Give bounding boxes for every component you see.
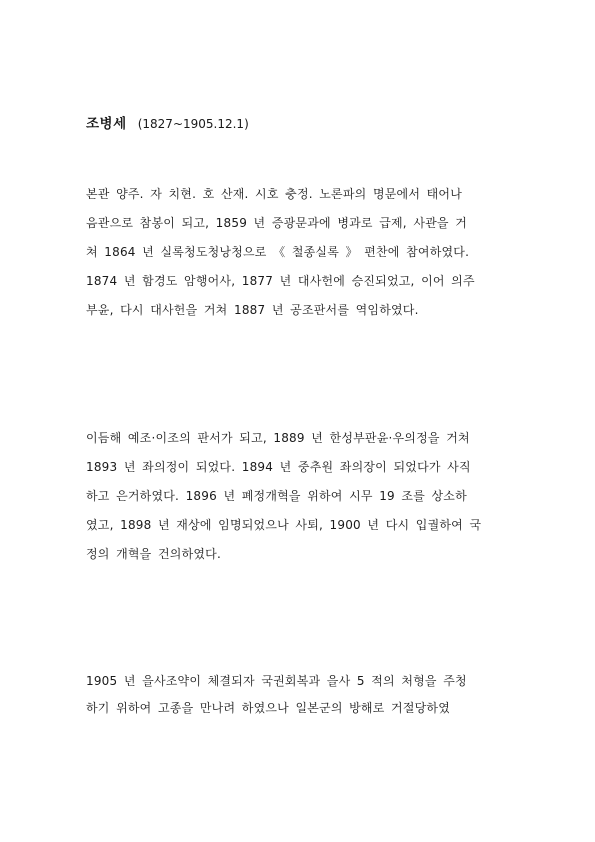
page-title — [86, 112, 249, 135]
text-line: 였고, 1898 년 재상에 임명되었으나 사퇴, 1900 년 다시 입궐하여 국 — [86, 518, 482, 532]
text-line: 쳐 1864 년 실록청도청낭청으로 《 철종실록 》 편찬에 참여하였다. — [86, 245, 470, 259]
text-line: 부윤, 다시 대사헌을 거쳐 1887 년 공조판서를 역임하였다. — [86, 303, 419, 317]
person-name: 조병세 — [86, 116, 127, 132]
text-line: 이듬해 예조·이조의 판서가 되고, 1889 년 한성부판윤·우의정을 거쳐 — [86, 431, 470, 445]
paragraph — [86, 424, 516, 569]
text-line: 1893 년 좌의정이 되었다. 1894 년 중추원 좌의장이 되었다가 사직 — [86, 460, 471, 474]
text-line: 하기 위하여 고종을 만나려 하였으나 일본군의 방해로 거절당하였 — [86, 701, 450, 715]
text-line: 1905 년 을사조약이 체결되자 국권회복과 을사 5 적의 처형을 주청 — [86, 674, 467, 688]
paragraph — [86, 180, 516, 325]
life-dates: (1827~1905.12.1) — [137, 117, 249, 131]
text-line: 하고 은거하였다. 1896 년 폐정개혁을 위하여 시무 19 조를 상소하 — [86, 489, 467, 503]
text-line: 음관으로 참봉이 되고, 1859 년 증광문과에 병과로 급제, 사관을 거 — [86, 216, 468, 230]
paragraph — [86, 668, 516, 722]
text-line: 1874 년 함경도 암행어사, 1877 년 대사헌에 승진되었고, 이어 의주 — [86, 274, 475, 288]
text-line: 정의 개혁을 건의하였다. — [86, 547, 221, 561]
text-line: 본관 양주. 자 치현. 호 산재. 시호 충정. 노론파의 명문에서 태어나 — [86, 187, 463, 201]
